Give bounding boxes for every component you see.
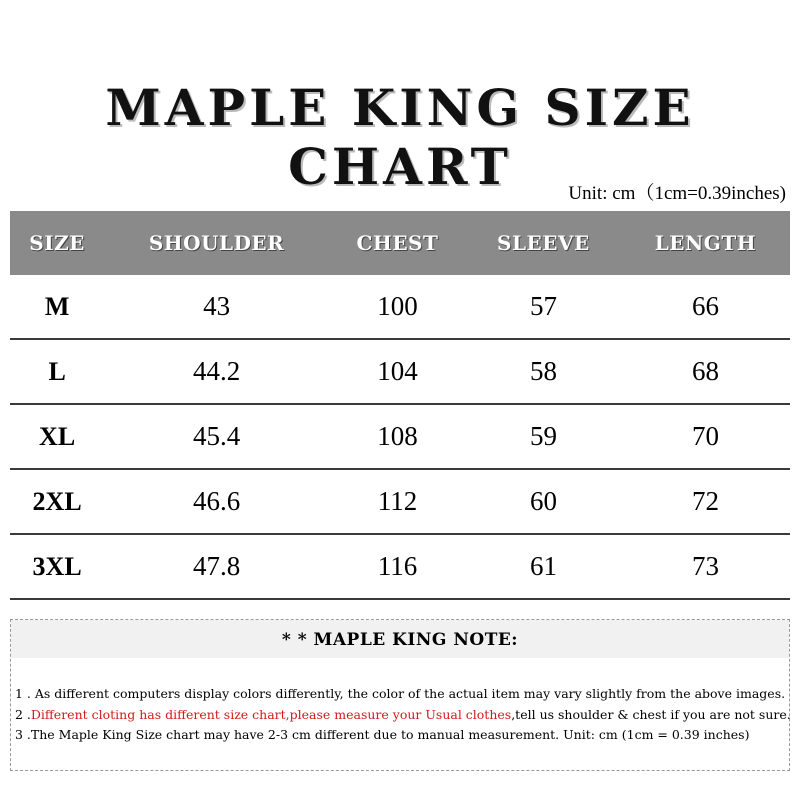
shoulder-cell: 45.4: [104, 404, 329, 469]
shoulder-cell: 44.2: [104, 339, 329, 404]
note-line-3: 3 .The Maple King Size chart may have 2-3 cm different due to manual measurement. Unit: cm (1cm = 0.39 inches): [15, 727, 750, 742]
table-row: [10, 534, 790, 599]
sleeve-cell: 59: [466, 404, 621, 469]
shoulder-cell: 46.6: [104, 469, 329, 534]
note-line-2-rest: ,tell us shoulder & chest if you are not sure.: [511, 707, 791, 722]
chest-cell: 108: [329, 404, 466, 469]
sleeve-cell: 60: [466, 469, 621, 534]
shoulder-cell: 47.8: [104, 534, 329, 599]
header-sleeve: SLEEVE: [466, 211, 621, 275]
chest-cell: 116: [329, 534, 466, 599]
note-line-2-highlight: Different cloting has different size chart,please measure your Usual clothes: [30, 707, 512, 722]
note-heading: * * MAPLE KING NOTE:: [11, 620, 789, 658]
size-cell: XL: [10, 404, 104, 469]
sleeve-cell: 58: [466, 339, 621, 404]
size-cell: M: [10, 275, 104, 339]
table-row: [10, 469, 790, 534]
shoulder-cell: 43: [104, 275, 329, 339]
table-row: [10, 404, 790, 469]
header-chest: CHEST: [329, 211, 466, 275]
sleeve-cell: 61: [466, 534, 621, 599]
header-shoulder: SHOULDER: [104, 211, 329, 275]
length-cell: 66: [621, 275, 790, 339]
note-line-2-number: 2 .: [15, 707, 31, 722]
note-line-2: [15, 707, 791, 722]
chart-title: MAPLE KING SIZE CHART: [105, 78, 695, 196]
header-length: LENGTH: [621, 211, 790, 275]
table-row: [10, 339, 790, 404]
length-cell: 73: [621, 534, 790, 599]
length-cell: 70: [621, 404, 790, 469]
chest-cell: 100: [329, 275, 466, 339]
size-cell: L: [10, 339, 104, 404]
unit-note: Unit: cm（1cm=0.39inches): [568, 183, 786, 204]
header-size: SIZE: [10, 211, 104, 275]
chest-cell: 104: [329, 339, 466, 404]
length-cell: 68: [621, 339, 790, 404]
chest-cell: 112: [329, 469, 466, 534]
note-line-1: 1 . As different computers display colors differently, the color of the actual item may vary slightly from the above images.: [15, 686, 786, 701]
size-cell: 3XL: [10, 534, 104, 599]
sleeve-cell: 57: [466, 275, 621, 339]
size-table: [10, 211, 790, 600]
table-row: [10, 275, 790, 339]
note-box: [10, 619, 790, 771]
table-header-row: [10, 211, 790, 275]
length-cell: 72: [621, 469, 790, 534]
size-cell: 2XL: [10, 469, 104, 534]
